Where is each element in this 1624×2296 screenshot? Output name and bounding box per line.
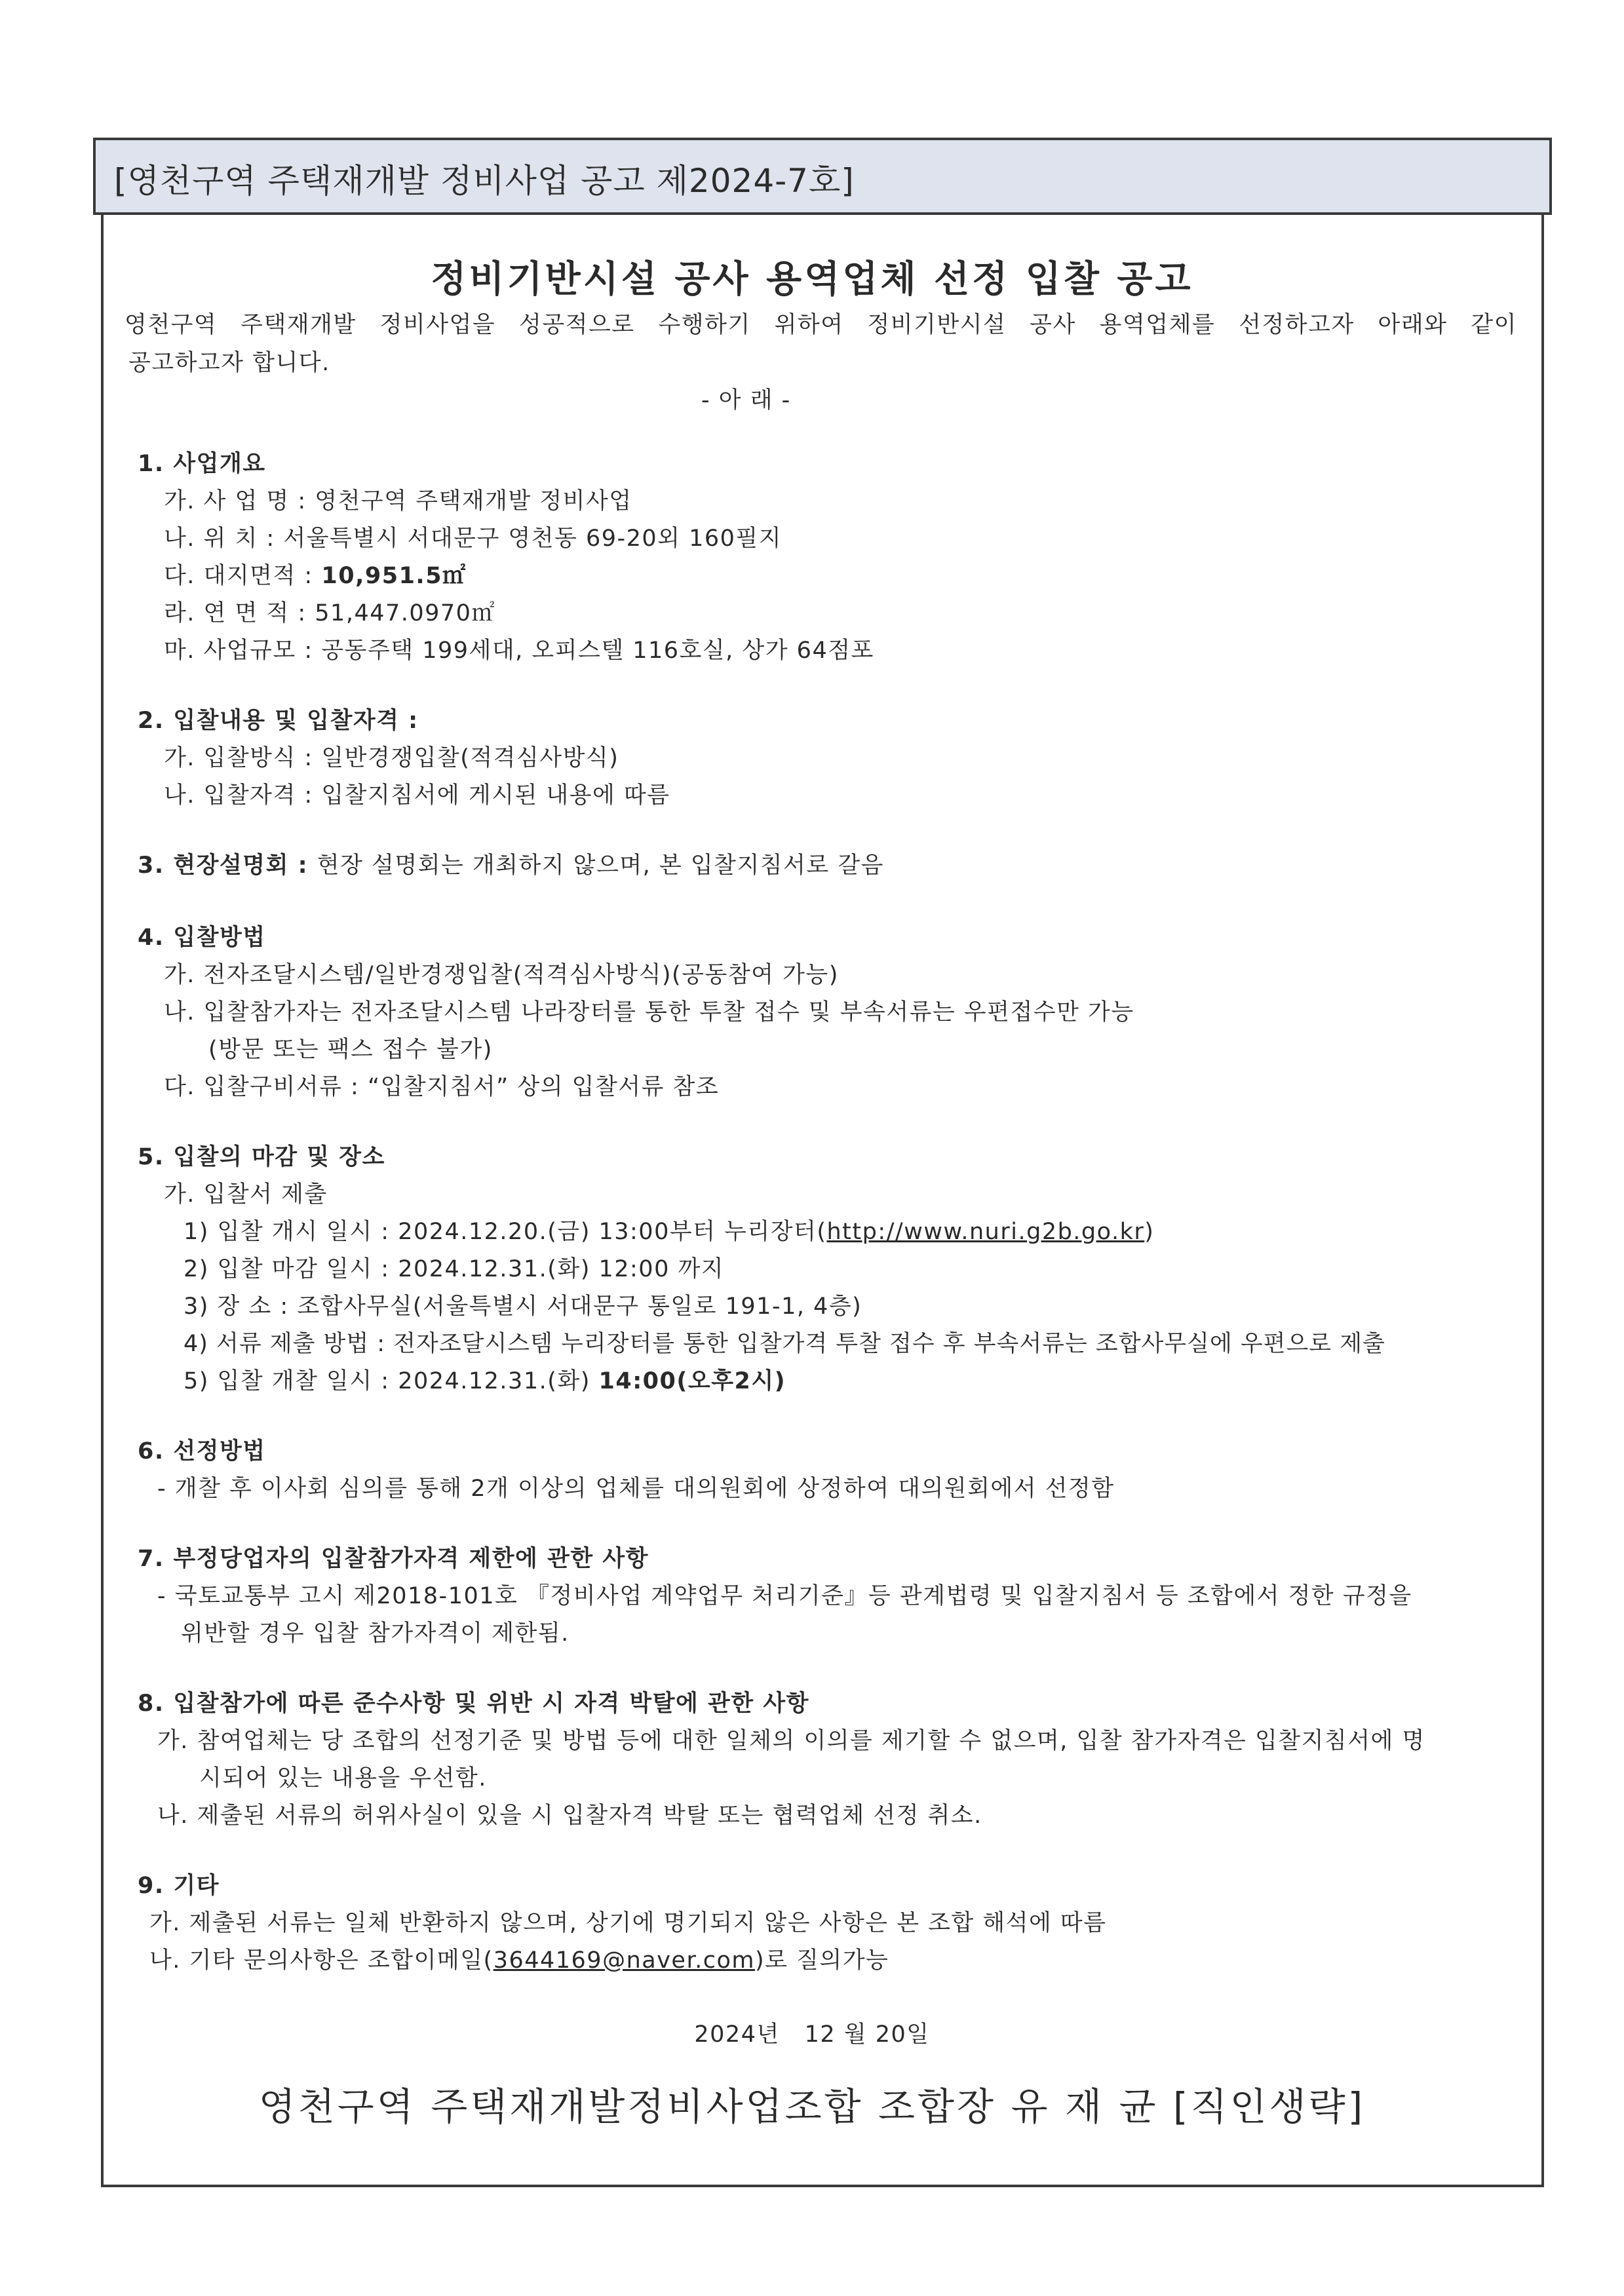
intro-line-1: 영천구역 주택재개발 정비사업을 성공적으로 수행하기 위하여 정비기반시설 공사 용역업체를 선정하고자 아래와 같이 bbox=[125, 312, 1517, 338]
s4-system: 가. 전자조달시스템/일반경쟁입찰(적격심사방식)(공동참여 가능) bbox=[164, 962, 839, 988]
s4-participation-note: (방문 또는 팩스 접수 불가) bbox=[208, 1037, 493, 1063]
s8-a-line-2: 시되어 있는 내용을 우선함. bbox=[199, 1765, 487, 1791]
s1-floor-area: 라. 연 면 적 : 51,447.0970㎡ bbox=[164, 600, 495, 626]
intro-line-2: 공고하고자 합니다. bbox=[128, 350, 330, 376]
s9-b: 나. 기타 문의사항은 조합이메일(3644169@naver.com)로 질의가능 bbox=[149, 1947, 889, 1974]
notice-date: 2024년 12 월 20일 bbox=[694, 2021, 930, 2048]
section-9-heading: 9. 기타 bbox=[138, 1873, 220, 1899]
s7-line-2: 위반할 경우 입찰 참가자격이 제한됨. bbox=[181, 1620, 570, 1647]
section-1-heading: 1. 사업개요 bbox=[138, 451, 266, 477]
s8-b: 나. 제출된 서류의 허위사실이 있을 시 입찰자격 박탈 또는 협력업체 선정 취소. bbox=[157, 1803, 982, 1829]
s5-item-3: 3) 장 소 : 조합사무실(서울특별시 서대문구 통일로 191-1, 4층) bbox=[184, 1293, 862, 1320]
section-4-heading: 4. 입찰방법 bbox=[138, 925, 266, 951]
s5-item-5: 5) 입찰 개찰 일시 : 2024.12.31.(화) 14:00(오후2시) bbox=[184, 1368, 786, 1394]
opening-time: 14:00(오후2시) bbox=[598, 1368, 786, 1394]
s8-a-line-1: 가. 참여업체는 당 조합의 선정기준 및 방법 등에 대한 일체의 이의를 제기할 수 없으며, 입찰 참가자격은 입찰지침서에 명 bbox=[157, 1728, 1425, 1754]
s1-project-name: 가. 사 업 명 : 영천구역 주택재개발 정비사업 bbox=[164, 488, 632, 514]
s5-submission: 가. 입찰서 제출 bbox=[164, 1181, 328, 1208]
s5-item-2: 2) 입찰 마감 일시 : 2024.12.31.(화) 12:00 까지 bbox=[184, 1256, 725, 1282]
notice-title: 정비기반시설 공사 용역업체 선정 입찰 공고 bbox=[431, 258, 1193, 301]
s2-bid-method: 가. 입찰방식 : 일반경쟁입찰(적격심사방식) bbox=[164, 745, 619, 771]
s1-site-area: 다. 대지면적 : 10,951.5㎡ bbox=[164, 563, 467, 589]
section-2-heading: 2. 입찰내용 및 입찰자격 : bbox=[138, 708, 419, 734]
s1-project-scale: 마. 사업규모 : 공동주택 199세대, 오피스텔 116호실, 상가 64점포 bbox=[164, 638, 874, 664]
section-7-heading: 7. 부정당업자의 입찰참가자격 제한에 관한 사항 bbox=[138, 1546, 649, 1572]
notice-number-box bbox=[93, 138, 1552, 215]
s9-a: 가. 제출된 서류는 일체 반환하지 않으며, 상기에 명기되지 않은 사항은 본 조합 해석에 따름 bbox=[149, 1910, 1107, 1936]
notice-number: [영천구역 주택재개발 정비사업 공고 제2024-7호] bbox=[114, 162, 855, 200]
contact-email-link[interactable]: 3644169@naver.com bbox=[493, 1947, 756, 1974]
s7-line-1: - 국토교통부 고시 제2018-101호 『정비사업 계약업무 처리기준』등 관계법령 및 입찰지침서 등 조합에서 정한 규정을 bbox=[157, 1583, 1412, 1609]
s6-text: - 개찰 후 이사회 심의를 통해 2개 이상의 업체를 대의원회에 상정하여 대의원회에서 선정함 bbox=[157, 1476, 1115, 1502]
s2-bid-qualification: 나. 입찰자격 : 입찰지침서에 게시된 내용에 따름 bbox=[164, 782, 670, 809]
s4-participation: 나. 입찰참가자는 전자조달시스템 나라장터를 통한 투찰 접수 및 부속서류는 우편접수만 가능 bbox=[164, 999, 1134, 1025]
site-area-value: 10,951.5㎡ bbox=[321, 563, 467, 589]
section-5-heading: 5. 입찰의 마감 및 장소 bbox=[138, 1144, 385, 1170]
section-6-heading: 6. 선정방법 bbox=[138, 1438, 266, 1464]
s4-required-docs: 다. 입찰구비서류 : “입찰지침서” 상의 입찰서류 참조 bbox=[164, 1074, 720, 1100]
section-3: 3. 현장설명회 : 현장 설명회는 개최하지 않으며, 본 입찰지침서로 갈음 bbox=[138, 852, 884, 879]
s5-item-1: 1) 입찰 개시 일시 : 2024.12.20.(금) 13:00부터 누리장터(http://www.nuri.g2b.go.kr) bbox=[184, 1219, 1155, 1245]
s5-item-4: 4) 서류 제출 방법 : 전자조달시스템 누리장터를 통한 입찰가격 투찰 접수 후 부속서류는 조합사무실에 우편으로 제출 bbox=[184, 1331, 1385, 1357]
section-8-heading: 8. 입찰참가에 따른 준수사항 및 위반 시 자격 박탈에 관한 사항 bbox=[138, 1691, 809, 1717]
union-signature-line: 영천구역 주택재개발정비사업조합 조합장 유 재 균 [직인생략] bbox=[258, 2084, 1366, 2129]
s1-location: 나. 위 치 : 서울특별시 서대문구 영천동 69-20외 160필지 bbox=[164, 526, 783, 552]
arae-divider: - 아 래 - bbox=[701, 387, 791, 413]
nuri-link[interactable]: http://www.nuri.g2b.go.kr bbox=[826, 1219, 1145, 1245]
section-3-heading: 3. 현장설명회 : bbox=[138, 852, 317, 879]
